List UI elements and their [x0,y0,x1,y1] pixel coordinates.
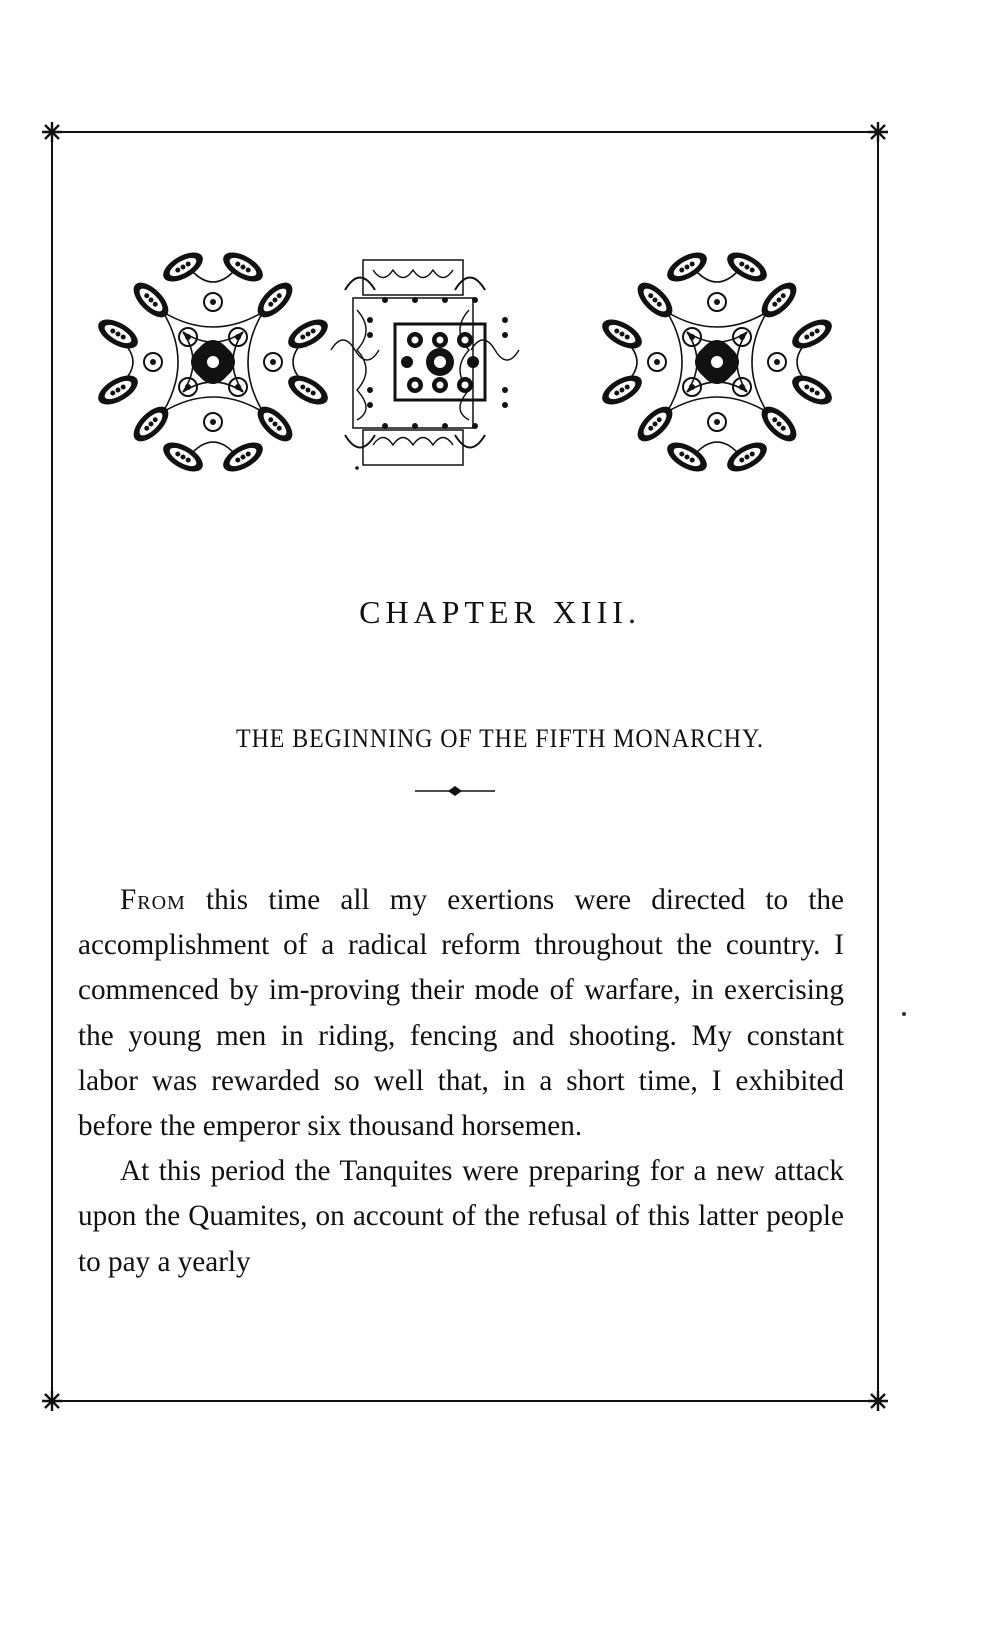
corner-star-icon [868,1391,888,1411]
chapter-body [78,878,844,1285]
paragraph [78,1149,844,1285]
ornamental-headpiece-icon [95,240,835,485]
paragraph-lead-word: At [120,1155,150,1188]
corner-star-icon [868,122,888,142]
chapter-number-heading: CHAPTER XIII. [359,594,641,630]
paragraph [78,878,844,1149]
paragraph-lead-word: From [120,884,186,916]
chapter-title-heading: THE BEGINNING OF THE FIFTH MONARCHY. [236,724,764,753]
paragraph-text: this time all my exertions were directed to the accomplishment of a radical reform throughout the country. I commenced by im-proving their mode of warfare, in exercising the young men in riding, fencing and shooting. My constant labor was rewarded so well that, in a short time, I exhibited before the emperor six thousand horsemen. [78,884,844,1143]
corner-star-icon [42,122,62,142]
center-panel [331,260,519,470]
corner-star-icon [42,1391,62,1411]
print-speck [902,1012,906,1016]
diamond-rule-icon [415,784,495,798]
paragraph-text: this period the Tanquites were preparing for a new attack upon the Quamites, on account of the refusal of this latter people to pay a yearly [78,1155,844,1278]
